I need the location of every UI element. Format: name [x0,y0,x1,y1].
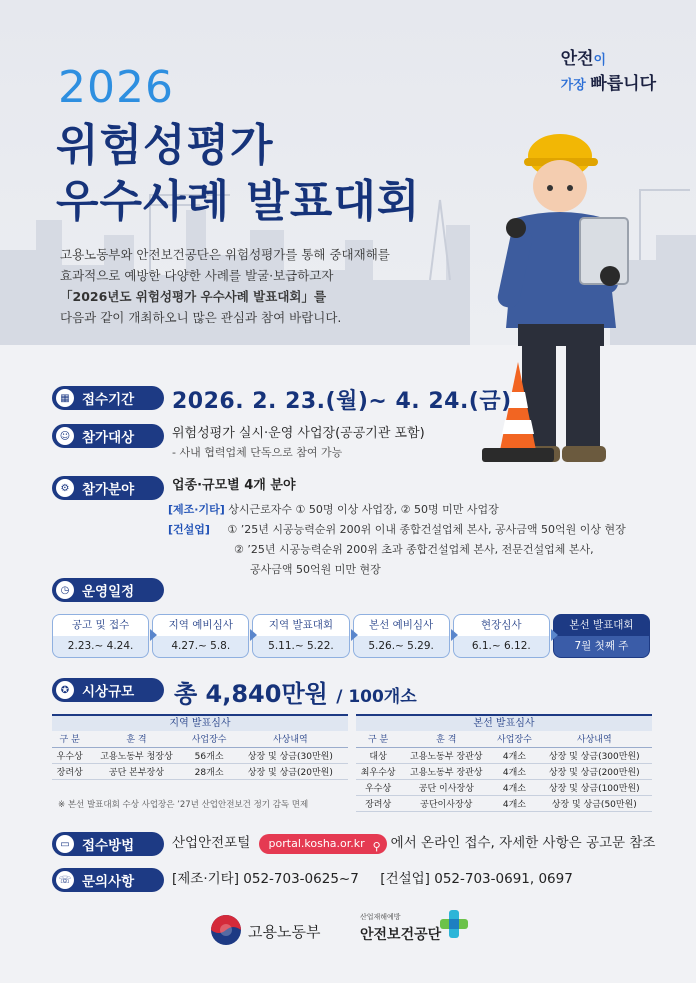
table-cell: 4개소 [492,779,536,795]
table-cell: 우수상 [52,747,87,763]
portal-url[interactable]: portal.kosha.or.kr [268,837,365,850]
table-cell: 상장 및 상금(100만원) [537,779,652,795]
step-name: 공고 및 접수 [52,614,149,636]
table-cell: 공단 본부장상 [87,763,185,779]
schedule-step [52,614,149,658]
table-cell: 장려상 [356,795,400,811]
label-text: 접수방법 [82,838,135,854]
table-cell: 공단 이사장상 [400,779,492,795]
arrow-right-icon [150,629,157,641]
table-cell: 장려상 [52,763,87,779]
intro-text [60,244,490,328]
step-date: 5.26.~ 5.29. [353,636,450,658]
step-date: 6.1.~ 6.12. [453,636,550,658]
schedule-steps [52,614,650,658]
schedule-step [553,614,650,658]
schedule-step [353,614,450,658]
table-cell: 고용노동부 청장상 [87,747,185,763]
contact-row [52,868,573,892]
final-prize-table [356,714,652,812]
title-line-2: 우수사례 발표대회 [56,176,421,227]
table-row [52,747,348,763]
table-cell: 4개소 [492,795,536,811]
table-cell: 상장 및 상금(50만원) [537,795,652,811]
regional-prize-table [52,714,348,812]
apply-suffix: 에서 온라인 접수, 자세한 사항은 공고문 참조 [390,835,656,851]
slogan-word2: 빠릅니다 [590,74,656,94]
apply-method-label [52,832,164,856]
step-name: 현장심사 [453,614,550,636]
table-cell: 대상 [356,747,400,763]
label-text: 운영일정 [82,584,135,600]
arrow-right-icon [451,629,458,641]
step-name: 지역 발표대회 [252,614,349,636]
label-text: 참가분야 [82,482,135,498]
monitor-icon: ▭ [56,835,74,853]
label-text: 문의사항 [82,874,135,890]
table-cell: 상장 및 상금(200만원) [537,763,652,779]
search-icon: ⚲ [372,840,381,853]
label-text: 접수기간 [82,392,135,408]
kosha-logo-text: 안전보건공단 [360,927,442,943]
arrow-right-icon [250,629,257,641]
portal-link[interactable] [259,834,387,854]
table-cell: 56개소 [186,747,233,763]
table-cell: 최우수상 [356,763,400,779]
event-year: 2026 [58,62,174,113]
construction-text-3: 공사금액 50억원 미만 현장 [250,563,381,576]
step-date: 2.23.~ 4.24. [52,636,149,658]
participants-label [52,424,164,448]
table-cell: 고용노동부 장관상 [400,763,492,779]
participants-value [172,424,425,462]
table-cell: 4개소 [492,763,536,779]
moel-logo-text: 고용노동부 [248,923,321,941]
table-cell: 상장 및 상금(30만원) [233,747,348,763]
manufacturing-text: 상시근로자수 ① 50명 이상 사업장, ② 50명 미만 사업장 [228,503,499,516]
column-header: 구 분 [52,731,87,747]
phone-icon: ☏ [56,871,74,889]
table-cell: 28개소 [186,763,233,779]
intro-line: 「2026년도 위험성평가 우수사례 발표대회」를 [60,289,327,304]
schedule-row [52,578,164,602]
schedule-step [252,614,349,658]
contact-value [172,869,573,889]
table-row [356,779,652,795]
intro-line: 다음과 같이 개최하오니 많은 관심과 참여 바랍니다. [60,310,342,325]
kosha-cross-icon [438,908,470,940]
column-header: 훈 격 [87,731,185,747]
table-cell: 상장 및 상금(20만원) [233,763,348,779]
intro-line: 효과적으로 예방한 다양한 사례를 발굴·보급하고자 [60,268,334,283]
table-cell: 상장 및 상금(300만원) [537,747,652,763]
person-icon: ☺ [56,427,74,445]
intro-line: 고용노동부와 안전보건공단은 위험성평가를 통해 중대재해를 [60,247,390,262]
step-name: 지역 예비심사 [152,614,249,636]
column-header: 사상내역 [537,731,652,747]
construction-text-2: ② ’25년 시공능력순위 200위 초과 종합건설업체 본사, 전문건설업체 본사, [234,543,594,556]
table-row [356,747,652,763]
prize-count: / 100개소 [336,687,417,707]
prize-row [52,678,417,709]
apply-method-value [172,833,655,854]
participants-row [52,424,425,462]
apply-method-row [52,832,655,856]
calendar-icon: ▦ [56,389,74,407]
step-name: 본선 예비심사 [353,614,450,636]
column-header: 사업장수 [186,731,233,747]
slogan-word1: 안전 [560,49,594,69]
contact-construction: [건설업] 052-703-0691, 0697 [380,871,573,887]
apply-prefix: 산업안전포털 [172,835,251,851]
footer-logos [210,908,510,958]
manufacturing-tag: [제조·기타] [168,503,225,516]
category-label [52,476,164,500]
application-period-value: 2026. 2. 23.(월)~ 4. 24.(금) [172,389,512,414]
contact-manufacturing: [제조·기타] 052-703-0625~7 [172,871,359,887]
moel-emblem-icon [210,914,242,946]
label-text: 시상규모 [82,684,135,700]
category-details [168,500,626,580]
table-cell: 우수상 [356,779,400,795]
table-row [356,795,652,811]
traffic-cone-illustration [478,360,558,470]
arrow-right-icon [351,629,358,641]
column-header: 구 분 [356,731,400,747]
schedule-step [152,614,249,658]
application-period-label [52,386,164,410]
table-cell: 4개소 [492,747,536,763]
step-date: 5.11.~ 5.22. [252,636,349,658]
application-period-row [52,386,512,415]
medal-icon: ✪ [56,681,74,699]
slogan-word2-prefix: 가장 [560,78,586,93]
prize-total [174,674,417,709]
table-row [356,763,652,779]
prize-amount: 총 4,840만원 [174,680,328,708]
table-cell: 고용노동부 장관상 [400,747,492,763]
arrow-right-icon [551,629,558,641]
clock-icon: ◷ [56,581,74,599]
table-row [52,763,348,779]
participants-sub: - 사내 협력업체 단독으로 참여 가능 [172,446,343,459]
contact-label [52,868,164,892]
column-header: 사상내역 [233,731,348,747]
title-line-1: 위험성평가 [56,120,274,171]
gear-icon: ⚙ [56,479,74,497]
step-date: 4.27.~ 5.8. [152,636,249,658]
table-caption: 본선 발표심사 [356,714,652,731]
kosha-small-text: 산업재해예방 [360,913,401,921]
table-caption: 지역 발표심사 [52,714,348,731]
construction-text-1: ① ’25년 시공능력순위 200위 이내 종합건설업체 본사, 공사금액 50억원 이상 현장 [227,523,626,536]
page-title [56,118,420,230]
category-value: 업종·규모별 4개 분야 [172,478,296,493]
schedule-label [52,578,164,602]
column-header: 사업장수 [492,731,536,747]
step-date: 7월 첫째 주 [553,636,650,658]
label-text: 참가대상 [82,430,135,446]
prize-note: ※ 본선 발표대회 수상 사업장은 ’27년 산업안전보건 정기 감독 면제 [58,800,309,810]
construction-tag: [건설업] [168,523,210,536]
slogan [561,44,656,94]
prize-tables [52,714,652,812]
slogan-word1-suffix: 이 [593,53,607,68]
column-header: 훈 격 [400,731,492,747]
prize-label [52,678,164,702]
step-name: 본선 발표대회 [553,614,650,636]
schedule-step [453,614,550,658]
category-row [52,476,296,500]
participants-main: 위험성평가 실시·운영 사업장(공공기관 포함) [172,426,425,441]
table-cell: 공단이사장상 [400,795,492,811]
